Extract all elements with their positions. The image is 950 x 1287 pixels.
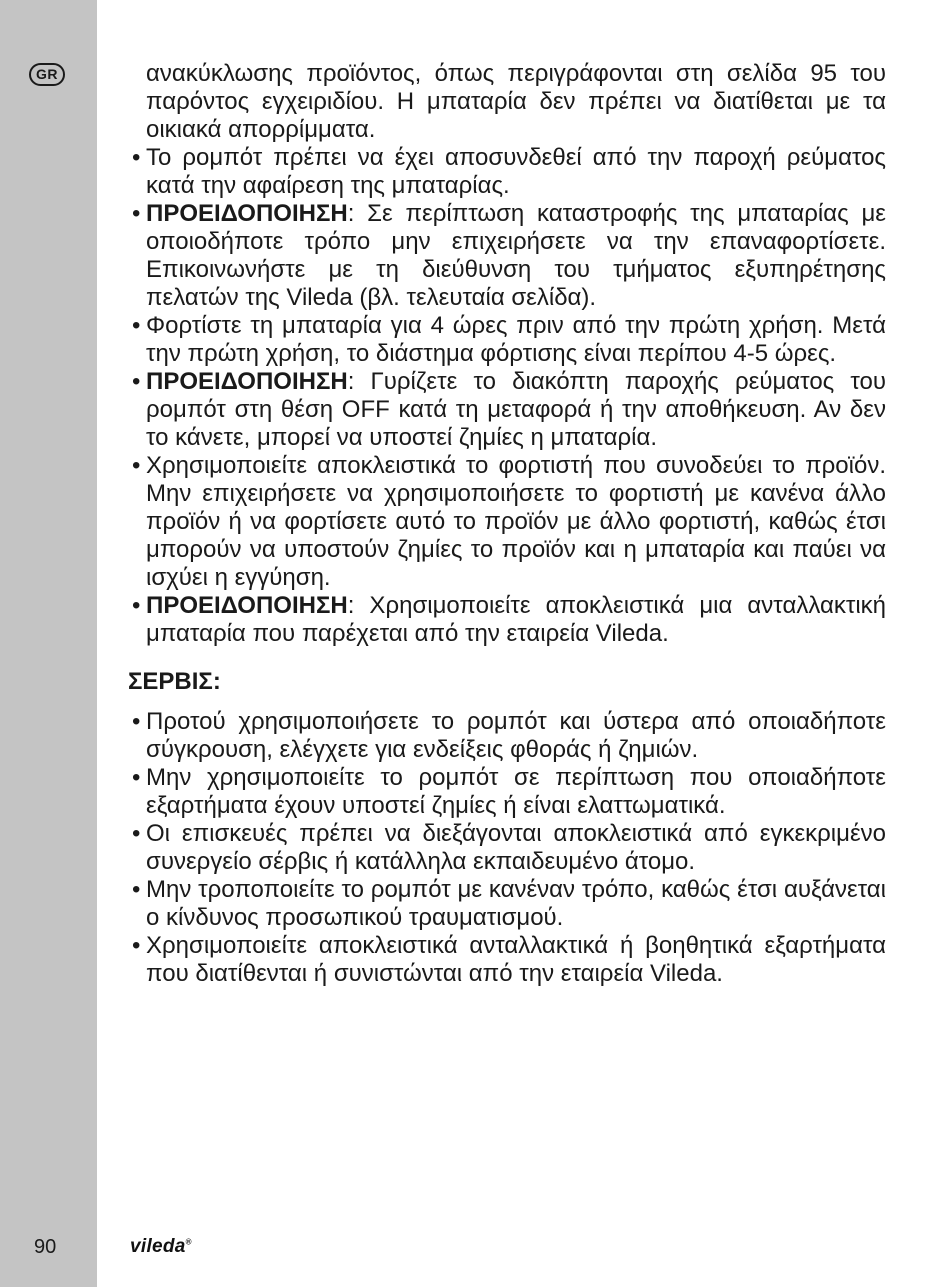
item-text: : Γυρίζετε το διακόπτη παροχής ρεύματος του ρομπότ στη θέση OFF κατά τη μεταφορά ή την αποθήκευση. Αν δεν το κάνετε, μπορεί να υποστεί ζημίες η μπαταρία. bbox=[146, 368, 886, 451]
list-item bbox=[128, 312, 886, 368]
language-badge: GR bbox=[29, 63, 65, 86]
list-item: • Μην χρησιμοποιείτε το ρομπότ σε περίπτωση που οποιαδήποτε εξαρτήματα έχουν υποστεί ζημίες ή είναι ελαττωματικά. bbox=[128, 764, 886, 820]
list-item: • Μην τροποποιείτε το ρομπότ με κανέναν τρόπο, καθώς έτσι αυξάνεται ο κίνδυνος προσωπικού τραυματισμού. bbox=[128, 876, 886, 932]
list-item bbox=[128, 452, 886, 592]
item-text: : Σε περίπτωση καταστροφής της μπαταρίας με οποιοδήποτε τρόπο μην επιχειρήσετε να την επαναφορτίσετε. Επικοινωνήστε με τη διεύθυνση του τμήματος εξυπηρέτησης πελατών της Vileda (βλ. τελευταία σελίδα). bbox=[146, 200, 886, 311]
warning-label: ΠΡΟΕΙΔΟΠΟΙΗΣΗ bbox=[146, 592, 348, 619]
list-item bbox=[128, 200, 886, 312]
item-text: : Χρησιμοποιείτε αποκλειστικά μια ανταλλακτική μπαταρία που παρέχεται από την εταιρεία Vileda. bbox=[146, 592, 886, 647]
trademark-mark: ® bbox=[185, 1237, 192, 1247]
logo-text: vileda bbox=[130, 1236, 186, 1257]
service-list bbox=[128, 708, 886, 988]
item-text: Φορτίστε τη μπαταρία για 4 ώρες πριν από την πρώτη χρήση. Μετά την πρώτη χρήση, το διάστημα φόρτισης είναι περίπου 4-5 ώρες. bbox=[146, 312, 886, 367]
item-text: Το ρομπότ πρέπει να έχει αποσυνδεθεί από την παροχή ρεύματος κατά την αφαίρεση της μπαταρίας. bbox=[146, 144, 886, 199]
vileda-logo bbox=[130, 1236, 192, 1258]
warning-label: ΠΡΟΕΙΔΟΠΟΙΗΣΗ bbox=[146, 200, 348, 227]
page-number: 90 bbox=[34, 1236, 57, 1258]
intro-paragraph: ανακύκλωσης προϊόντος, όπως περιγράφονται στη σελίδα 95 του παρόντος εγχειριδίου. Η μπαταρία δεν πρέπει να διατίθεται με τα οικιακά απορρίμματα. bbox=[146, 60, 886, 143]
battery-safety-list bbox=[128, 144, 886, 648]
list-item bbox=[128, 144, 886, 200]
side-strip bbox=[0, 0, 97, 1287]
list-item bbox=[128, 592, 886, 648]
page-content bbox=[128, 60, 886, 988]
list-item bbox=[128, 368, 886, 452]
list-item: • Προτού χρησιμοποιήσετε το ρομπότ και ύστερα από οποιαδήποτε σύγκρουση, ελέγχετε για ενδείξεις φθοράς ή ζημιών. bbox=[128, 708, 886, 764]
list-item: • Οι επισκευές πρέπει να διεξάγονται αποκλειστικά από εγκεκριμένο συνεργείο σέρβις ή κατάλληλα εκπαιδευμένο άτομο. bbox=[128, 820, 886, 876]
warning-label: ΠΡΟΕΙΔΟΠΟΙΗΣΗ bbox=[146, 368, 348, 395]
list-item: • Χρησιμοποιείτε αποκλειστικά ανταλλακτικά ή βοηθητικά εξαρτήματα που διατίθενται ή συνιστώνται από την εταιρεία Vileda. bbox=[128, 932, 886, 988]
service-heading: ΣΕΡΒΙΣ: bbox=[128, 668, 221, 695]
item-text: Χρησιμοποιείτε αποκλειστικά το φορτιστή που συνοδεύει το προϊόν. Μην επιχειρήσετε να χρησιμοποιήσετε το φορτιστή με κανένα άλλο προϊόν ή να φορτίσετε αυτό το προϊόν με άλλο φορτιστή, καθώς έτσι μπορούν να υποστούν ζημίες το προϊόν και η μπαταρία και παύει να ισχύει η εγγύηση. bbox=[146, 452, 886, 591]
